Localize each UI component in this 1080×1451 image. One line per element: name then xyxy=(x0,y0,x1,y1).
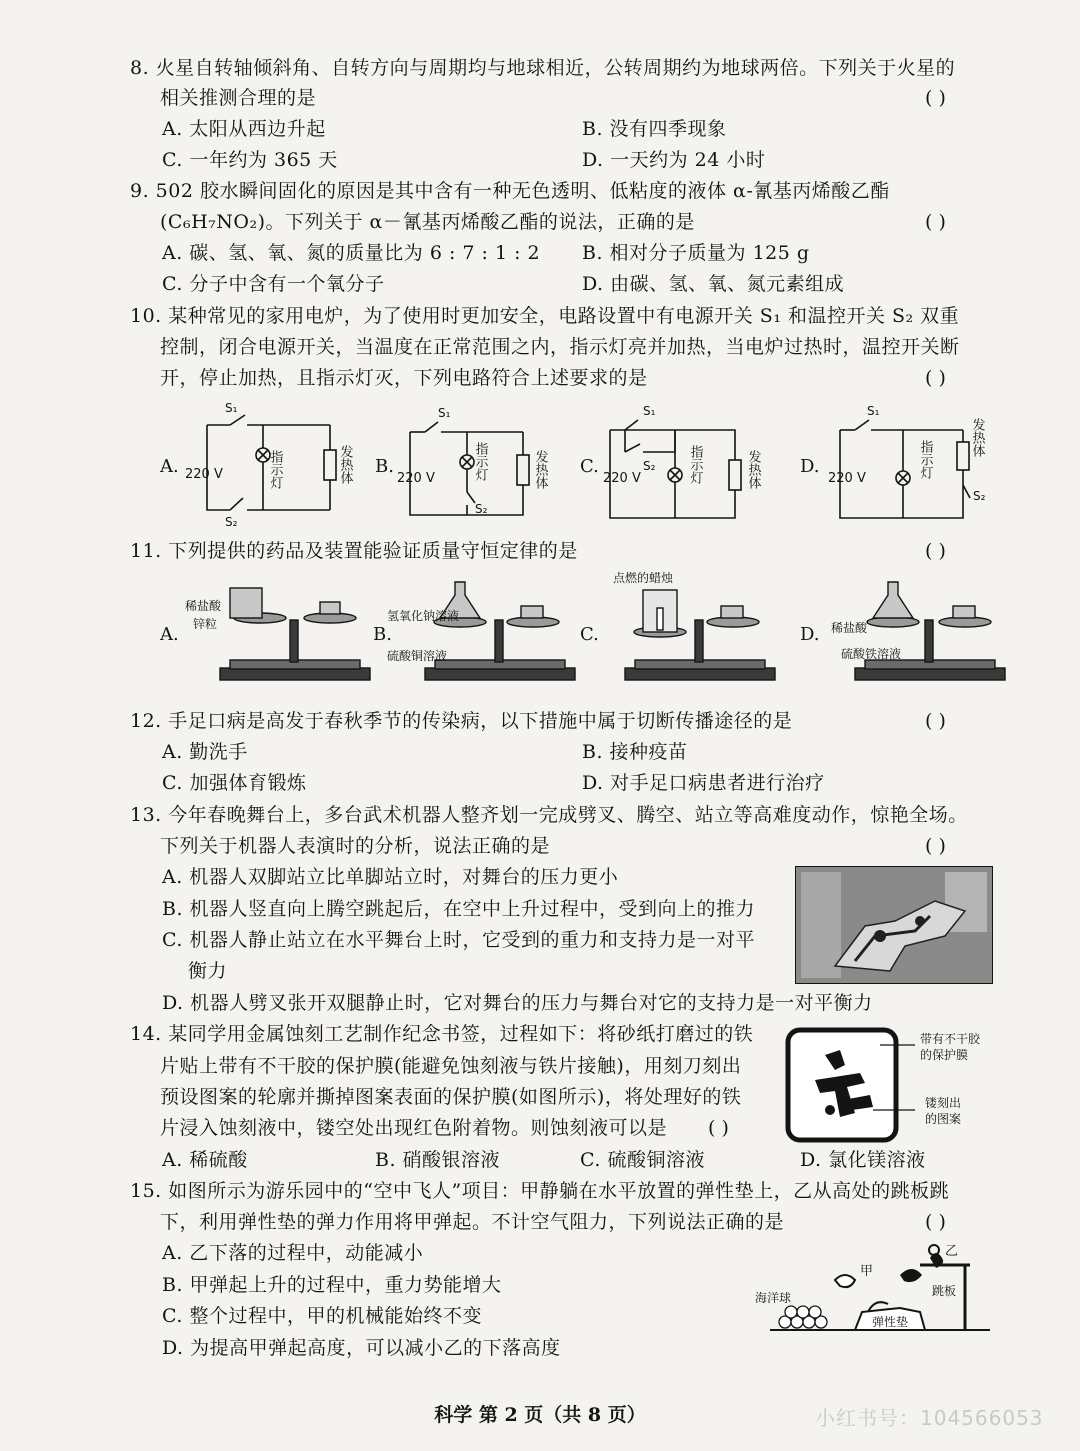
q12-option-d: D. 对手足口病患者进行治疗 xyxy=(582,772,825,794)
q12-stem-line1: 12. 手足口病是高发于春秋季节的传染病，以下措施中属于切断传播途径的是 xyxy=(130,710,793,732)
q14-option-b: B. 硝酸银溶液 xyxy=(375,1149,501,1171)
q8-option-a: A. 太阳从西边升起 xyxy=(162,118,326,140)
q13-option-c-line2: 衡力 xyxy=(188,960,228,982)
q14-answer-paren: ( ) xyxy=(708,1117,729,1139)
balance-d xyxy=(855,582,1005,680)
q13-robot-photo xyxy=(795,866,993,984)
balance-d-label1: 稀盐酸 xyxy=(831,621,868,635)
q8-option-b: B. 没有四季现象 xyxy=(582,118,727,140)
q13-option-c-line1: C. 机器人静止站立在水平舞台上时，它受到的重力和支持力是一对平 xyxy=(162,929,755,951)
circuit-c-s1: S₁ xyxy=(643,404,656,418)
q14-fig-label-pattern-2: 的图案 xyxy=(925,1112,962,1126)
q9-stem-line1: 9. 502 胶水瞬间固化的原因是其中含有一种无色透明、低粘度的液体 α-氰基丙烯酸乙酯 xyxy=(130,180,890,202)
q15-option-d: D. 为提高甲弹起高度，可以减小乙的下落高度 xyxy=(162,1337,561,1359)
q13-stem-line1: 13. 今年春晚舞台上，多台武术机器人整齐划一完成劈叉、腾空、站立等高难度动作，惊艳全场。 xyxy=(130,804,968,826)
q14-stem-line3: 预设图案的轮廓并撕掉图案表面的保护膜(如图所示)，将处理好的铁 xyxy=(160,1086,742,1108)
q15-fig-label-pad: 弹性垫 xyxy=(872,1315,909,1329)
circuit-d-voltage: 220 V xyxy=(828,471,866,486)
circuit-a-s2: S₂ xyxy=(225,515,238,529)
q9-option-c: C. 分子中含有一个氧分子 xyxy=(162,273,385,295)
balance-b-label1: 氢氧化钠溶液 xyxy=(387,609,460,623)
q11-balance-diagrams xyxy=(155,570,1015,700)
circuit-b xyxy=(410,422,529,515)
q10-answer-paren: ( ) xyxy=(925,367,946,389)
watermark-text: 小红书号：104566053 xyxy=(815,1406,1044,1430)
circuit-d-s1: S₁ xyxy=(867,404,880,418)
circuit-d-letter: D. xyxy=(800,456,820,477)
q14-stem-line2: 片贴上带有不干胶的保护膜(能避免蚀刻液与铁片接触)，用刻刀刻出 xyxy=(160,1055,742,1077)
q9-stem-line2: (C₆H₇NO₂)。下列关于 α－氰基丙烯酸乙酯的说法，正确的是 xyxy=(160,211,695,233)
q11-stem-line1: 11. 下列提供的药品及装置能验证质量守恒定律的是 xyxy=(130,540,578,562)
circuit-a-letter: A. xyxy=(160,456,179,477)
q15-stem-line2: 下，利用弹性垫的弹力作用将甲弹起。不计空气阻力，下列说法正确的是 xyxy=(160,1211,785,1233)
balance-c xyxy=(625,590,775,680)
q15-fig-label-jia: 甲 xyxy=(860,1264,874,1279)
q10-stem-line3: 开，停止加热，且指示灯灭，下列电路符合上述要求的是 xyxy=(160,367,648,389)
q15-fig-label-board: 跳板 xyxy=(932,1284,957,1298)
q8-answer-paren: ( ) xyxy=(925,87,946,109)
circuit-c-letter: C. xyxy=(580,456,599,477)
q13-option-d: D. 机器人劈叉张开双腿静止时，它对舞台的压力与舞台对它的支持力是一对平衡力 xyxy=(162,992,873,1014)
q13-stem-line2: 下列关于机器人表演时的分析，说法正确的是 xyxy=(160,835,551,857)
circuit-c-voltage: 220 V xyxy=(603,471,641,486)
q13-answer-paren: ( ) xyxy=(925,835,946,857)
q15-fig-label-yi: 乙 xyxy=(945,1244,959,1259)
q15-option-b: B. 甲弹起上升的过程中，重力势能增大 xyxy=(162,1274,502,1296)
circuit-c xyxy=(610,420,741,518)
q10-circuit-diagrams xyxy=(155,400,1015,530)
circuit-b-letter: B. xyxy=(375,456,394,477)
q11-answer-paren: ( ) xyxy=(925,540,946,562)
circuit-c-lamp-label: 指示灯 xyxy=(687,445,703,484)
circuit-c-s2: S₂ xyxy=(643,459,656,473)
q9-option-a: A. 碳、氢、氧、氮的质量比为 6 : 7 : 1 : 2 xyxy=(162,242,541,264)
q15-fig-label-ball: 海洋球 xyxy=(755,1291,792,1305)
q12-answer-paren: ( ) xyxy=(925,710,946,732)
balance-b-label2: 硫酸铜溶液 xyxy=(387,649,448,663)
circuit-c-heater-label: 发热体 xyxy=(745,450,761,489)
balance-d-label2: 硫酸铁溶液 xyxy=(841,647,902,661)
q15-stem-line1: 15. 如图所示为游乐园中的“空中飞人”项目：甲静躺在水平放置的弹性垫上，乙从高处的跳板跳 xyxy=(130,1180,950,1202)
circuit-d-lamp-label: 指示灯 xyxy=(917,440,933,479)
q15-answer-paren: ( ) xyxy=(925,1211,946,1233)
q8-stem-line2: 相关推测合理的是 xyxy=(160,87,317,109)
q14-bookmark-figure xyxy=(785,1025,1000,1145)
q14-stem-line1: 14. 某同学用金属蚀刻工艺制作纪念书签，过程如下：将砂纸打磨过的铁 xyxy=(130,1023,754,1045)
q15-option-a: A. 乙下落的过程中，动能减小 xyxy=(162,1242,424,1264)
page-footer: 科学 第 2 页（共 8 页） xyxy=(434,1404,646,1426)
q13-option-a: A. 机器人双脚站立比单脚站立时，对舞台的压力更小 xyxy=(162,866,619,888)
circuit-b-voltage: 220 V xyxy=(397,471,435,486)
q13-option-b: B. 机器人竖直向上腾空跳起后，在空中上升过程中，受到向上的推力 xyxy=(162,898,756,920)
q15-amusement-figure xyxy=(750,1240,995,1335)
q14-option-a: A. 稀硫酸 xyxy=(162,1149,248,1171)
balance-c-letter: C. xyxy=(580,624,599,645)
q14-stem-line4: 片浸入蚀刻液中，镂空处出现红色附着物。则蚀刻液可以是 xyxy=(160,1117,668,1139)
q9-option-b: B. 相对分子质量为 125 g xyxy=(582,242,810,264)
q14-fig-label-film-1: 带有不干胶 xyxy=(920,1032,981,1046)
q10-stem-line2: 控制，闭合电源开关，当温度在正常范围之内，指示灯亮并加热，当电炉过热时，温控开关断 xyxy=(160,336,960,358)
q15-option-c: C. 整个过程中，甲的机械能始终不变 xyxy=(162,1305,482,1327)
circuit-a-voltage: 220 V xyxy=(185,467,223,482)
balance-b-letter: B. xyxy=(373,624,392,645)
balance-a-letter: A. xyxy=(160,624,179,645)
circuit-a-heater-label: 发热体 xyxy=(337,445,353,484)
q8-stem-line1: 8. 火星自转轴倾斜角、自转方向与周期均与地球相近，公转周期约为地球两倍。下列关于火星的 xyxy=(130,57,956,79)
q14-option-c: C. 硫酸铜溶液 xyxy=(580,1149,705,1171)
balance-a xyxy=(220,588,370,680)
balance-a-label1: 稀盐酸 xyxy=(185,599,222,613)
q12-option-b: B. 接种疫苗 xyxy=(582,741,688,763)
circuit-b-s1: S₁ xyxy=(438,406,451,420)
balance-a-label2: 锌粒 xyxy=(193,617,218,631)
circuit-a-s1: S₁ xyxy=(225,401,238,415)
q12-option-c: C. 加强体育锻炼 xyxy=(162,772,307,794)
q10-stem-line1: 10. 某种常见的家用电炉，为了使用时更加安全，电路设置中有电源开关 S₁ 和温控开关 S₂ 双重 xyxy=(130,305,960,327)
q8-option-c: C. 一年约为 365 天 xyxy=(162,149,338,171)
q8-option-d: D. 一天约为 24 小时 xyxy=(582,149,766,171)
circuit-d-s2: S₂ xyxy=(973,489,986,503)
balance-b xyxy=(425,582,575,680)
q14-option-d: D. 氯化镁溶液 xyxy=(800,1149,926,1171)
q9-answer-paren: ( ) xyxy=(925,211,946,233)
circuit-a-lamp-label: 指示灯 xyxy=(267,450,283,489)
q9-option-d: D. 由碳、氢、氧、氮元素组成 xyxy=(582,273,845,295)
circuit-d xyxy=(840,420,970,518)
balance-d-letter: D. xyxy=(800,624,820,645)
circuit-d-heater-label: 发热体 xyxy=(969,418,985,457)
circuit-b-s2: S₂ xyxy=(475,502,488,516)
q14-fig-label-pattern-1: 镂刻出 xyxy=(925,1096,962,1110)
q14-fig-label-film-2: 的保护膜 xyxy=(920,1048,969,1062)
balance-c-label1: 点燃的蜡烛 xyxy=(613,571,674,585)
q12-option-a: A. 勤洗手 xyxy=(162,741,248,763)
circuit-b-lamp-label: 指示灯 xyxy=(472,442,488,481)
circuit-b-heater-label: 发热体 xyxy=(532,450,548,489)
